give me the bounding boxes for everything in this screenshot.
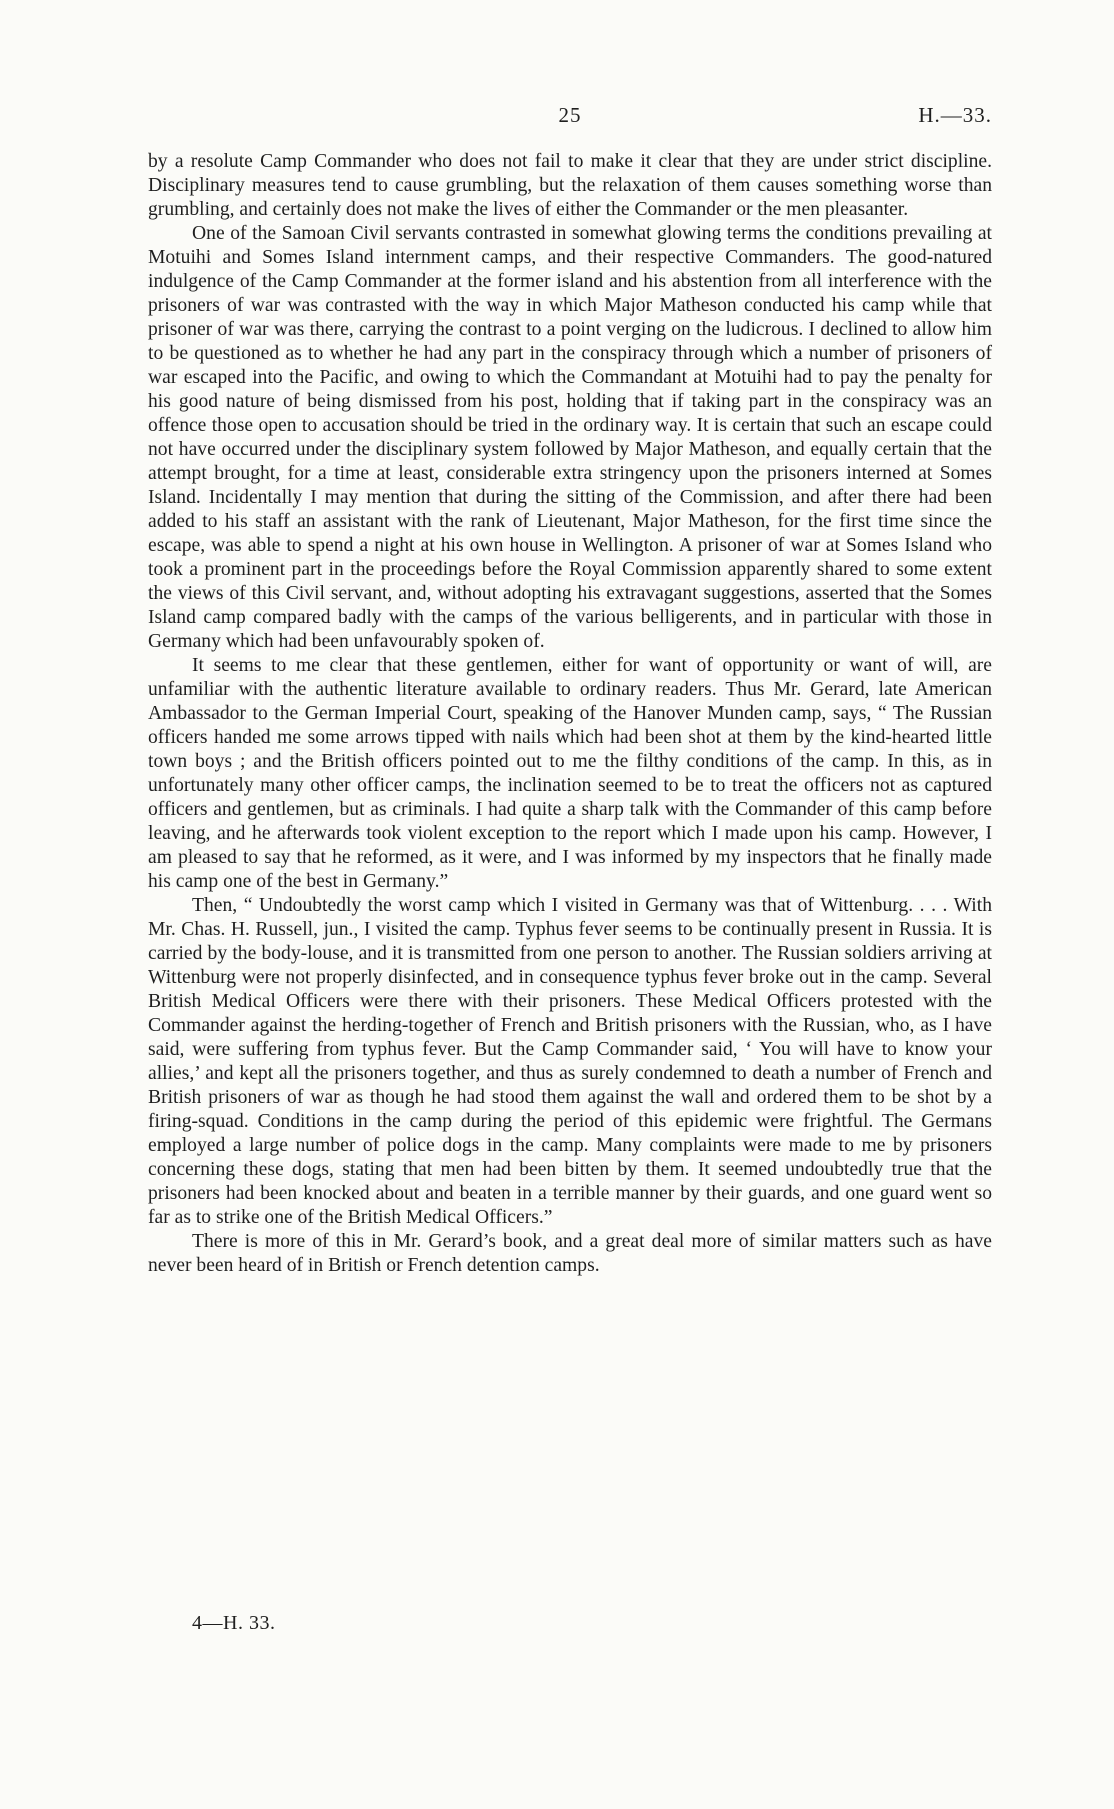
paragraph: It seems to me clear that these gentlemen, either for want of opportunity or want of will, are unfamiliar with the authentic literature available to ordinary readers. Thus Mr. Gerard, late American Ambassador to the German Imperial Court, speaking of the Hanover Munden camp, says, “ The Russian officers handed me some arrows tipped with nails which had been shot at them by the kind-hearted little town boys ; and the British officers pointed out to me the filthy conditions of the camp. In this, as in unfortunately many other officer camps, the inclination seemed to be to treat the officers not as captured officers and gentlemen, but as criminals. I had quite a sharp talk with the Commander of this camp before leaving, and he afterwards took violent exception to the report which I made upon his camp. However, I am pleased to say that he reformed, as it were, and I was informed by my inspectors that he finally made his camp one of the best in Germany.” xyxy=(148,655,992,892)
paragraph: by a resolute Camp Commander who does not fail to make it clear that they are under strict discipline. Disciplinary measures tend to cause grumbling, but the relaxation of them causes something worse than grumbling, and certainly does not make the lives of either the Commander or the men pleasanter. xyxy=(148,151,992,220)
page-header xyxy=(148,103,992,133)
page-number: 25 xyxy=(558,103,582,127)
body-text xyxy=(148,150,992,1278)
paragraph: One of the Samoan Civil servants contrasted in somewhat glowing terms the conditions prevailing at Motuihi and Somes Island internment camps, and their respective Commanders. The good-natured indulgence of the Camp Commander at the former island and his abstention from all interference with the prisoners of war was contrasted with the way in which Major Matheson conducted his camp while that prisoner of war was there, carrying the contrast to a point verging on the ludicrous. I declined to allow him to be questioned as to whether he had any part in the conspiracy through which a number of prisoners of war escaped into the Pacific, and owing to which the Commandant at Motuihi had to pay the penalty for his good nature of being dismissed from his post, holding that if taking part in the conspiracy was an offence those open to accusation should be tried in the ordinary way. It is certain that such an escape could not have occurred under the disciplinary system followed by Major Matheson, and equally certain that the attempt brought, for a time at least, considerable extra stringency upon the prisoners interned at Somes Island. Incidentally I may mention that during the sitting of the Commission, and after there had been added to his staff an assistant with the rank of Lieutenant, Major Matheson, for the first time since the escape, was able to spend a night at his own house in Wellington. A prisoner of war at Somes Island who took a prominent part in the proceedings before the Royal Commission apparently shared to some extent the views of this Civil servant, and, without adopting his extravagant suggestions, asserted that the Somes Island camp compared badly with the camps of the various belligerents, and in particular with those in Germany which had been unfavourably spoken of. xyxy=(148,223,992,652)
paragraph: Then, “ Undoubtedly the worst camp which I visited in Germany was that of Wittenburg. . . . With Mr. Chas. H. Russell, jun., I visited the camp. Typhus fever seems to be continually present in Russia. It is carried by the body-louse, and it is transmitted from one person to another. The Russian soldiers arriving at Wittenburg were not properly disinfected, and in consequence typhus fever broke out in the camp. Several British Medical Officers were there with their prisoners. These Medical Officers protested with the Commander against the herding-together of French and British prisoners with the Russian, who, as I have said, were suffering from typhus fever. But the Camp Commander said, ‘ You will have to know your allies,’ and kept all the prisoners together, and thus as surely condemned to death a number of French and British prisoners of war as though he had stood them against the wall and ordered them to be shot by a firing-squad. Conditions in the camp during the period of this epidemic were frightful. The Germans employed a large number of police dogs in the camp. Many complaints were made to me by prisoners concerning these dogs, stating that men had been bitten by them. It seemed undoubtedly true that the prisoners had been knocked about and beaten in a terrible manner by their guards, and one guard went so far as to strike one of the British Medical Officers.” xyxy=(148,895,992,1228)
signature-reference: 4—H. 33. xyxy=(192,1612,276,1634)
paragraph: There is more of this in Mr. Gerard’s book, and a great deal more of similar matters such as have never been heard of in British or French detention camps. xyxy=(148,1231,992,1276)
document-reference: H.—33. xyxy=(918,103,992,127)
